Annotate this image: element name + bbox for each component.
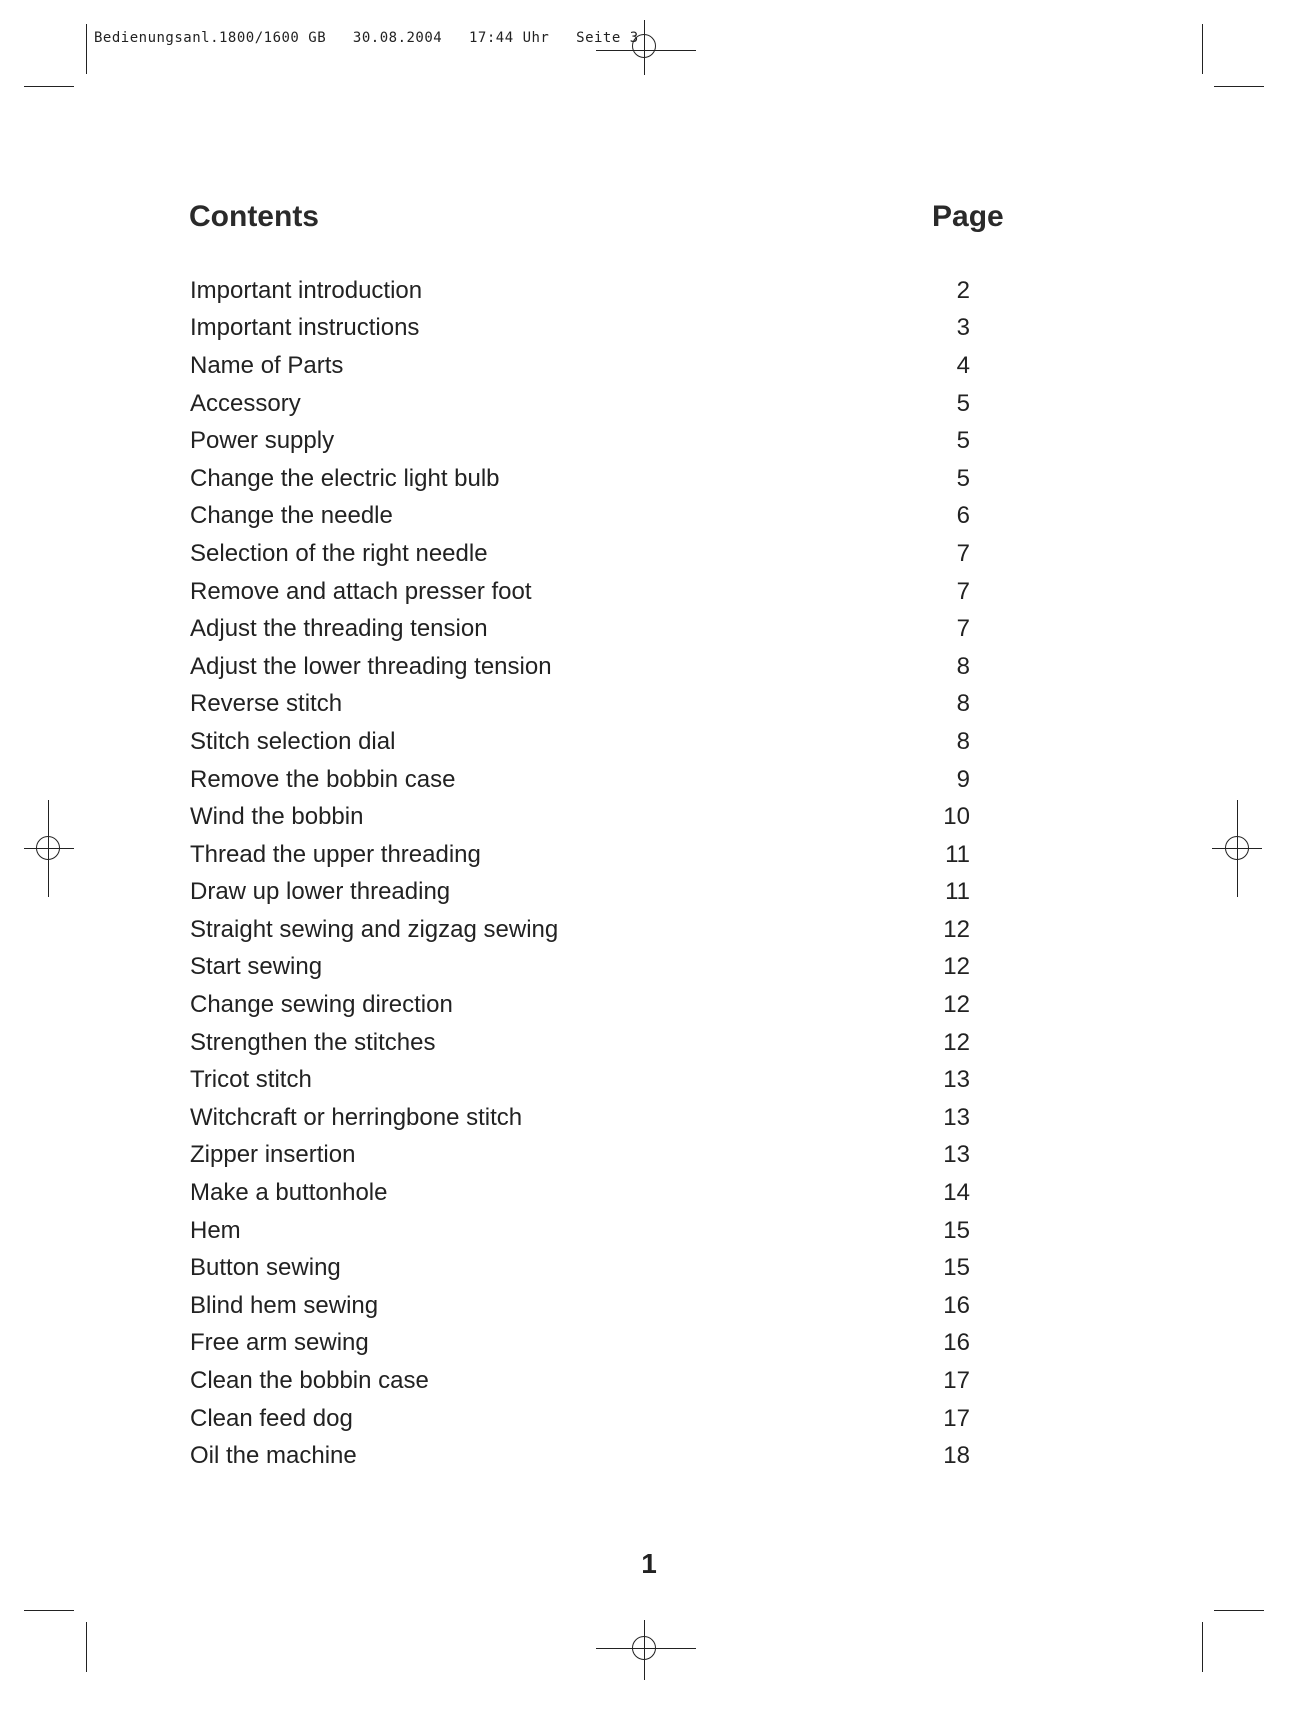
toc-entry (190, 836, 970, 874)
toc-entry-title: Power supply (190, 427, 335, 455)
toc-entry-title: Clean the bobbin case (190, 1367, 429, 1395)
toc-entry-title: Remove the bobbin case (190, 765, 456, 793)
toc-entry-page: 12 (943, 953, 970, 981)
table-of-contents (190, 272, 970, 1475)
toc-entry-page: 10 (943, 803, 970, 831)
crop-mark (1202, 1622, 1203, 1672)
toc-entry (190, 272, 970, 310)
toc-entry-title: Zipper insertion (190, 1141, 356, 1169)
toc-entry (190, 1249, 970, 1287)
toc-entry (190, 498, 970, 536)
toc-entry-title: Accessory (190, 389, 301, 417)
toc-entry-page: 5 (956, 389, 970, 417)
toc-entry-page: 14 (943, 1179, 970, 1207)
toc-entry-page: 16 (943, 1291, 970, 1319)
toc-entry-page: 12 (943, 1028, 970, 1056)
toc-entry (190, 573, 970, 611)
toc-entry-page: 15 (943, 1254, 970, 1282)
toc-entry (190, 874, 970, 912)
toc-entry-page: 5 (956, 464, 970, 492)
toc-entry-page: 8 (956, 690, 970, 718)
page-number: 1 (641, 1548, 657, 1579)
crop-mark (86, 1622, 87, 1672)
toc-entry-title: Hem (190, 1216, 241, 1244)
toc-entry-title: Selection of the right needle (190, 539, 488, 567)
toc-entry-title: Important introduction (190, 276, 423, 304)
registration-mark (632, 34, 656, 58)
toc-entry-page: 13 (943, 1141, 970, 1169)
toc-entry-title: Name of Parts (190, 351, 344, 379)
toc-entry-title: Straight sewing and zigzag sewing (190, 915, 559, 943)
toc-entry-page: 13 (943, 1103, 970, 1131)
toc-entry (190, 347, 970, 385)
registration-mark (1225, 836, 1249, 860)
toc-entry (190, 310, 970, 348)
printer-slug: Bedienungsanl.1800/1600 GB 30.08.2004 17:44 Uhr Seite 3 (94, 30, 639, 46)
toc-entry (190, 1137, 970, 1175)
toc-entry-page: 2 (956, 276, 970, 304)
toc-entry-page: 3 (956, 314, 970, 342)
toc-entry-page: 16 (943, 1329, 970, 1357)
crop-mark (1214, 86, 1264, 87)
toc-entry-page: 17 (943, 1404, 970, 1432)
toc-entry (190, 1174, 970, 1212)
toc-entry-title: Button sewing (190, 1254, 341, 1282)
toc-entry-title: Change the electric light bulb (190, 464, 500, 492)
toc-entry (190, 986, 970, 1024)
crop-mark (24, 86, 74, 87)
toc-entry (190, 1061, 970, 1099)
registration-mark (632, 1636, 656, 1660)
toc-entry-title: Stitch selection dial (190, 727, 396, 755)
toc-entry (190, 1400, 970, 1438)
toc-entry-page: 13 (943, 1066, 970, 1094)
toc-entry-title: Wind the bobbin (190, 803, 364, 831)
toc-entry-page: 6 (956, 502, 970, 530)
registration-mark (36, 836, 60, 860)
crop-mark (24, 1610, 74, 1611)
toc-entry (190, 949, 970, 987)
toc-entry-page: 9 (956, 765, 970, 793)
contents-heading: Contents (189, 200, 319, 233)
toc-entry-title: Thread the upper threading (190, 840, 481, 868)
toc-entry (190, 723, 970, 761)
crop-mark (1202, 24, 1203, 74)
toc-entry-title: Make a buttonhole (190, 1179, 388, 1207)
toc-entry-title: Change sewing direction (190, 991, 453, 1019)
toc-entry-page: 18 (943, 1442, 970, 1470)
toc-entry-page: 7 (956, 539, 970, 567)
toc-entry (190, 1437, 970, 1475)
toc-entry-title: Clean feed dog (190, 1404, 353, 1432)
toc-entry-title: Change the needle (190, 502, 393, 530)
toc-entry (190, 1099, 970, 1137)
crop-mark (1214, 1610, 1264, 1611)
toc-entry-title: Oil the machine (190, 1442, 357, 1470)
toc-entry-title: Witchcraft or herringbone stitch (190, 1103, 523, 1131)
toc-entry-page: 4 (956, 351, 970, 379)
toc-entry-title: Tricot stitch (190, 1066, 312, 1094)
toc-entry (190, 798, 970, 836)
toc-entry (190, 686, 970, 724)
toc-entry-title: Adjust the threading tension (190, 615, 488, 643)
toc-entry-page: 11 (945, 878, 970, 906)
toc-entry-page: 7 (956, 615, 970, 643)
toc-entry (190, 460, 970, 498)
toc-entry (190, 1287, 970, 1325)
toc-entry-page: 11 (945, 840, 970, 868)
toc-entry (190, 1024, 970, 1062)
toc-entry (190, 535, 970, 573)
toc-entry-title: Important instructions (190, 314, 420, 342)
toc-entry (190, 1362, 970, 1400)
toc-entry-page: 5 (956, 427, 970, 455)
toc-entry (190, 911, 970, 949)
toc-entry-title: Blind hem sewing (190, 1291, 379, 1319)
toc-entry (190, 1212, 970, 1250)
toc-entry-title: Strengthen the stitches (190, 1028, 436, 1056)
toc-entry-title: Draw up lower threading (190, 878, 451, 906)
toc-entry-page: 7 (956, 577, 970, 605)
toc-entry (190, 648, 970, 686)
toc-entry (190, 761, 970, 799)
crop-mark (86, 24, 87, 74)
page-heading: Page (932, 200, 1004, 233)
toc-entry-page: 8 (956, 727, 970, 755)
toc-entry (190, 385, 970, 423)
toc-entry-title: Remove and attach presser foot (190, 577, 532, 605)
toc-entry-page: 15 (943, 1216, 970, 1244)
toc-entry-title: Start sewing (190, 953, 323, 981)
toc-entry (190, 610, 970, 648)
toc-entry-page: 12 (943, 915, 970, 943)
toc-entry-title: Reverse stitch (190, 690, 343, 718)
toc-entry (190, 1325, 970, 1363)
toc-entry-page: 17 (943, 1367, 970, 1395)
toc-entry-page: 12 (943, 991, 970, 1019)
toc-entry (190, 422, 970, 460)
toc-entry-title: Free arm sewing (190, 1329, 369, 1357)
toc-entry-title: Adjust the lower threading tension (190, 652, 552, 680)
toc-entry-page: 8 (956, 652, 970, 680)
